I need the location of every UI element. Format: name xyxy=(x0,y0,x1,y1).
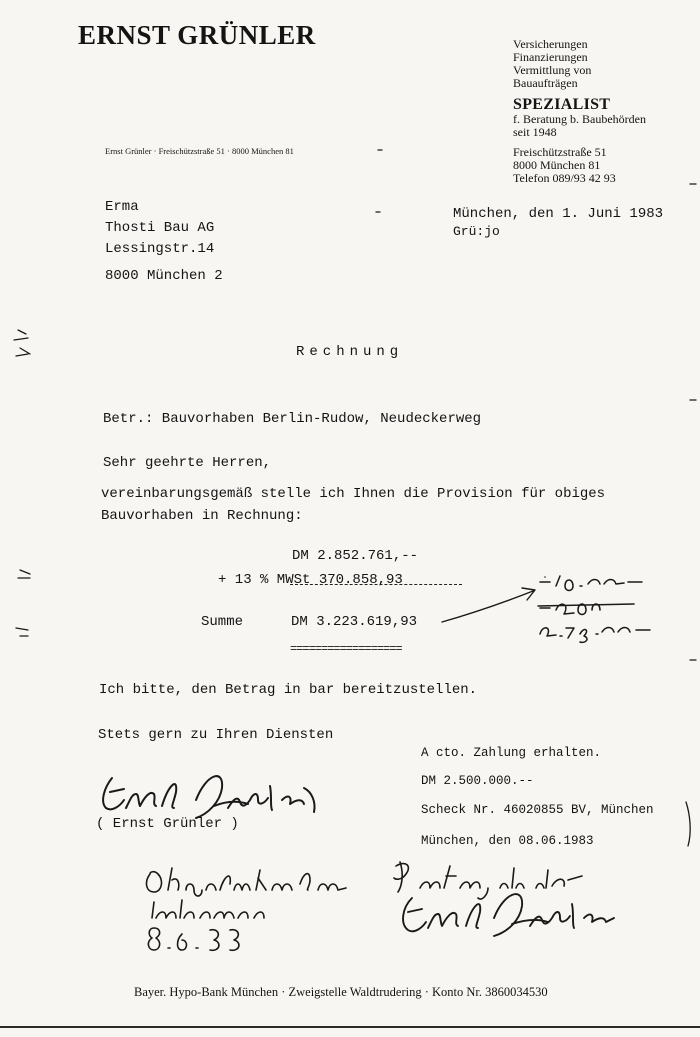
body-text: Bauvorhaben in Rechnung: xyxy=(101,508,303,524)
handwritten-receipt-note xyxy=(147,862,582,950)
sum-label: Summe xyxy=(201,614,244,630)
net-amount: DM 2.852.761,-- xyxy=(292,548,419,564)
payment-note-line: A cto. Zahlung erhalten. xyxy=(421,746,602,760)
scan-artifact-marks xyxy=(14,150,696,846)
body-text: vereinbarungsgemäß stelle ich Ihnen die Provision für obiges xyxy=(101,486,606,502)
handwritten-arrow xyxy=(442,588,535,622)
recipient-line: Thosti Bau AG xyxy=(105,220,215,236)
salutation: Sehr geehrte Herren, xyxy=(103,455,272,471)
specialist-line: seit 1948 xyxy=(513,125,557,139)
total-double-rule: ================== xyxy=(290,642,402,656)
closing-greeting: Stets gern zu Ihren Diensten xyxy=(98,727,334,743)
specialist-line: f. Beratung b. Baubehörden xyxy=(513,112,646,126)
signature-ernst-gruenler xyxy=(103,776,314,818)
date-line: München, den 1. Juni 1983 xyxy=(453,206,664,222)
letterhead-name: ERNST GRÜNLER xyxy=(78,20,316,50)
signer-name: ( Ernst Grünler ) xyxy=(96,816,239,832)
subject-line: Betr.: Bauvorhaben Berlin-Rudow, Neudeckerweg xyxy=(103,411,482,427)
reference-code: Grü:jo xyxy=(453,224,500,239)
service-item: Vermittlung von xyxy=(513,63,592,77)
contact-line: 8000 München 81 xyxy=(513,158,601,172)
handwritten-margin-calculation xyxy=(538,576,650,642)
signature-ernst-gruenler-lower xyxy=(403,894,614,936)
recipient-line: Lessingstr.14 xyxy=(105,241,215,257)
contact-line: Telefon 089/93 42 93 xyxy=(513,171,616,185)
payment-note-line: DM 2.500.000.-- xyxy=(421,774,534,788)
recipient-line: 8000 München 2 xyxy=(105,268,223,284)
document-title: Rechnung xyxy=(296,344,404,360)
service-item: Versicherungen xyxy=(513,37,588,51)
recipient-line: Erma xyxy=(105,199,139,215)
bank-footer: Bayer. Hypo-Bank München · Zweigstelle Waldtrudering · Konto Nr. 3860034530 xyxy=(134,985,548,999)
closing-request: Ich bitte, den Betrag in bar bereitzustellen. xyxy=(99,682,478,698)
vat-amount: + 13 % MWSt 370.858,93 xyxy=(218,572,403,588)
sender-return-line: Ernst Grünler · Freischützstraße 51 · 8000 München 81 xyxy=(105,146,294,156)
service-item: Bauaufträgen xyxy=(513,76,578,90)
payment-note-line: Scheck Nr. 46020855 BV, München xyxy=(421,803,654,817)
payment-note-line: München, den 08.06.1983 xyxy=(421,834,594,848)
contact-line: Freischützstraße 51 xyxy=(513,145,607,159)
specialist-title: SPEZIALIST xyxy=(513,96,611,113)
service-item: Finanzierungen xyxy=(513,50,588,64)
sum-amount: DM 3.223.619,93 xyxy=(291,614,418,630)
